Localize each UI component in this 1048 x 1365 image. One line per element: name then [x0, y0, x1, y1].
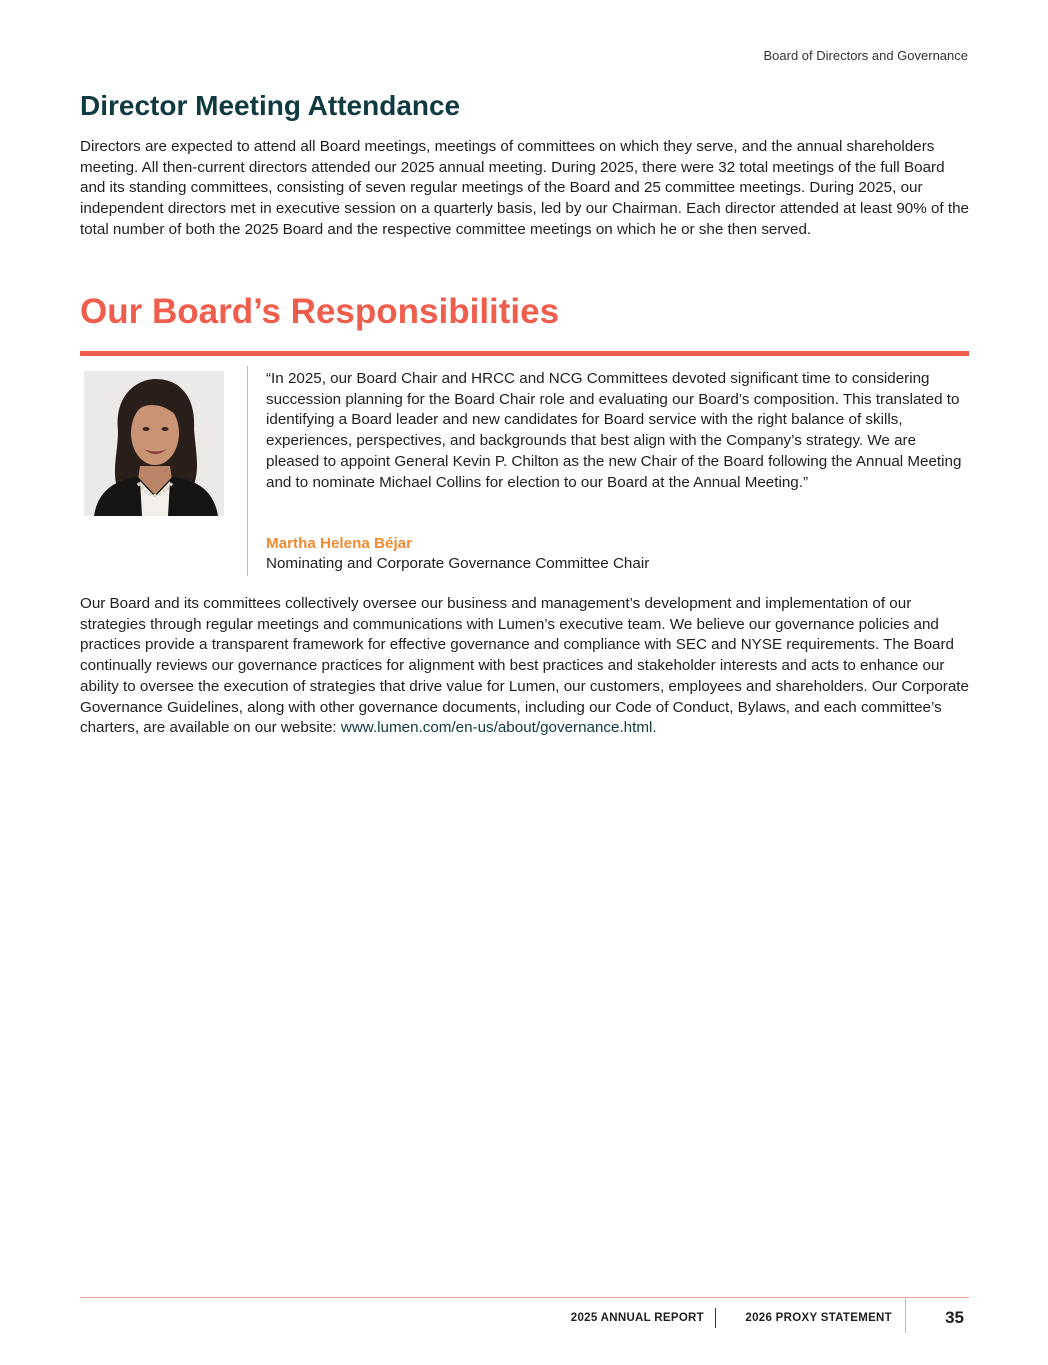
governance-link[interactable]: www.lumen.com/en-us/about/governance.html.: [340, 719, 657, 737]
footer-annual-report: 2025 ANNUAL REPORT: [570, 1312, 704, 1324]
responsibilities-body-text: Our Board and its committees collectively oversee our business and management’s development and implementation of our strategies through regular meetings and communications with Lumen’s executive team. We believe our governance policies and practices provide a transparent framework for effective governance and compliance with SEC and NYSE requirements. The Board continually reviews our governance practices for alignment with best practices and stakeholder interests and acts to enhance our ability to oversee the execution of strategies that drive value for Lumen, our customers, employees and shareholders. Our Corporate Governance Guidelines, along with other governance documents, including our Code of Conduct, Bylaws, and each committee’s charters, are available on our website:: [80, 595, 969, 737]
footer-separator: [715, 1308, 716, 1328]
responsibilities-paragraph: [80, 594, 970, 739]
footer-page-divider: [905, 1297, 906, 1333]
quote-divider: [247, 366, 248, 576]
quote-author-name: Martha Helena Béjar: [266, 535, 413, 552]
section-divider: [80, 351, 969, 356]
quote-author-role: Nominating and Corporate Governance Committee Chair: [266, 555, 650, 572]
chair-quote: “In 2025, our Board Chair and HRCC and NCG Committees devoted significant time to considering succession planning for the Board Chair role and evaluating our Board’s composition. This translated to identifying a Board leader and new candidates for Board service with the right balance of skills, experiences, perspectives, and backgrounds that best align with the Company’s strategy. We are pleased to appoint General Kevin P. Chilton as the new Chair of the Board following the Annual Meeting and to nominate Michael Collins for election to our Board at the Annual Meeting.”: [266, 370, 962, 491]
portrait-image: [84, 371, 224, 516]
page-number: 35: [945, 1308, 964, 1327]
footer-rule: [80, 1297, 969, 1298]
responsibilities-heading: Our Board’s Responsibilities: [80, 292, 560, 331]
attendance-heading: Director Meeting Attendance: [80, 90, 461, 121]
footer-proxy-statement: 2026 PROXY STATEMENT: [745, 1312, 892, 1324]
director-portrait: [84, 371, 224, 516]
attendance-paragraph: Directors are expected to attend all Board meetings, meetings of committees on which they serve, and the annual shareholders meeting. All then-current directors attended our 2025 annual meeting. During 2025, there were 32 total meetings of the full Board and its standing committees, consisting of seven regular meetings of the Board and 25 committee meetings. During 2025, our independent directors met in executive session on a quarterly basis, led by our Chairman. Each director attended at least 90% of the total number of both the 2025 Board and the respective committee meetings on which he or she then served.: [80, 138, 969, 238]
running-head: Board of Directors and Governance: [763, 48, 968, 63]
